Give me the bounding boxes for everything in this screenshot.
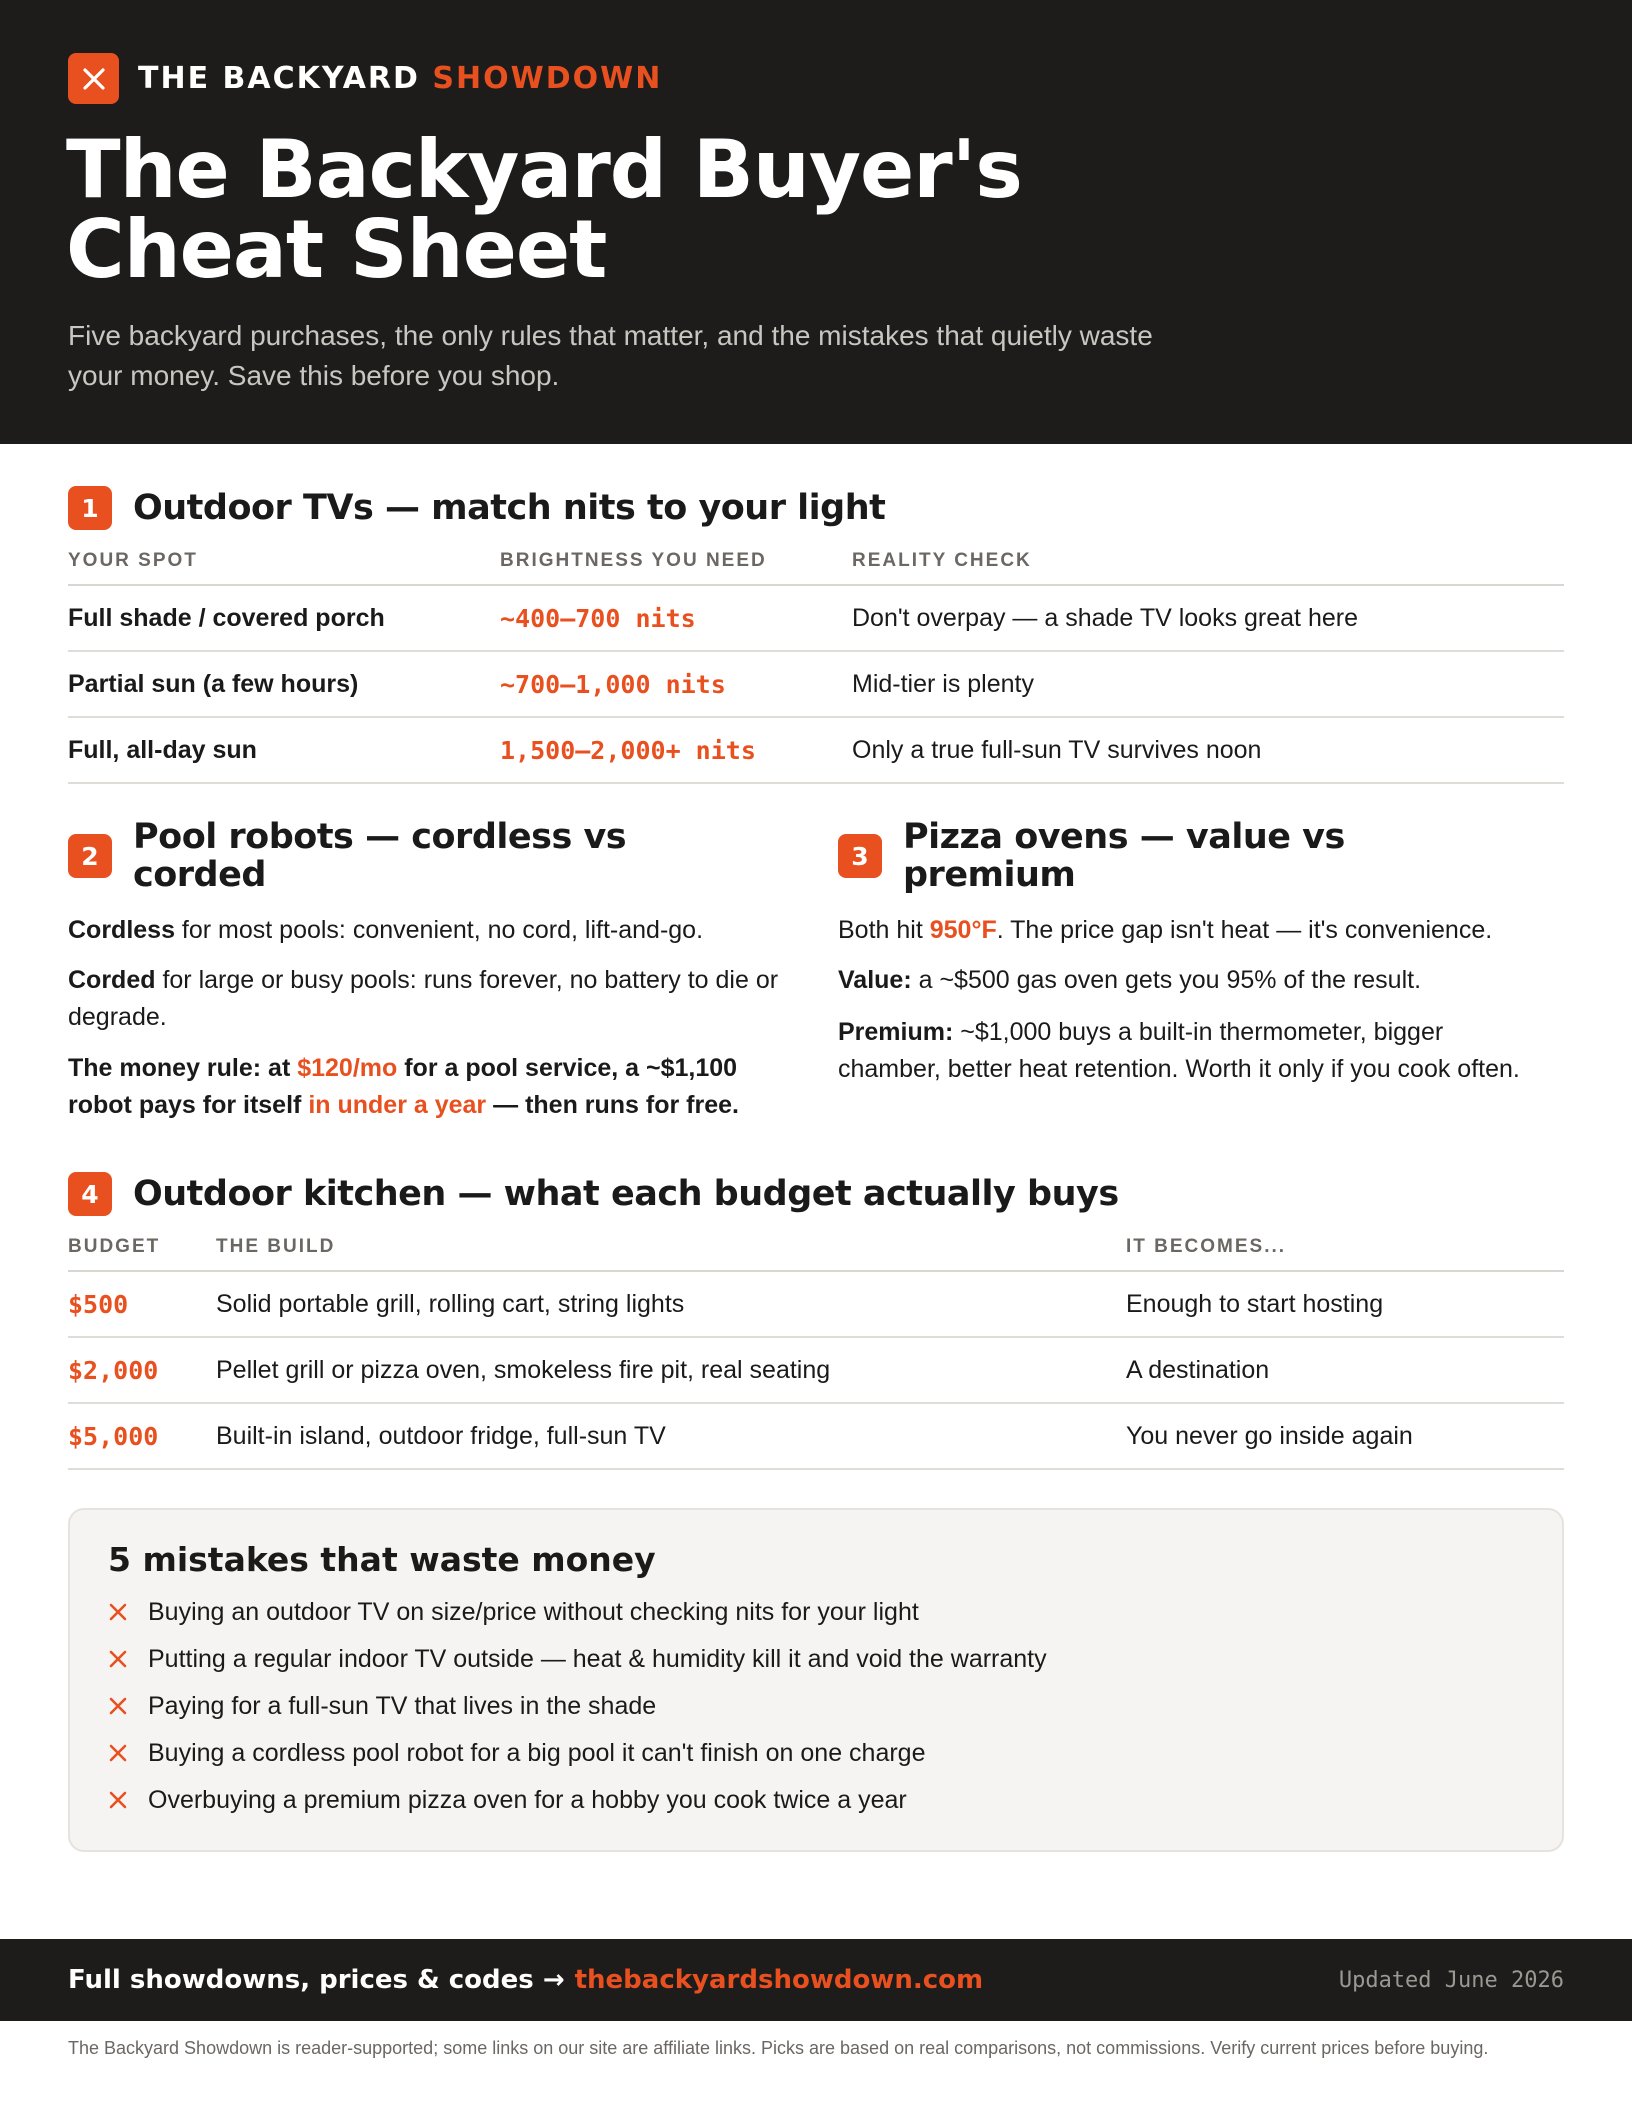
rule-text: for a pool service, a ~$1,100 robot pays for itself [68,1054,738,1119]
cell-becomes: A destination [1126,1355,1270,1384]
x-mark-icon [108,1696,128,1716]
pizza-heat-text [838,912,1568,949]
x-mark-icon [108,1649,128,1669]
cell-becomes: Enough to start hosting [1126,1289,1384,1318]
pool-corded-text [68,962,788,1036]
list-item [108,1639,1047,1679]
cell-spot: Partial sun (a few hours) [68,669,359,698]
pool-cordless-desc: for most pools: convenient, no cord, lift-and-go. [174,916,704,944]
pizza-text: . The price gap isn't heat — it's convenience. [996,916,1493,944]
section-title: Pool robots — cordless vs corded [133,817,627,895]
list-item [108,1592,919,1632]
section-title: Outdoor TVs — match nits to your light [133,488,886,528]
section-number: 3 [838,834,882,878]
x-mark-icon [108,1602,128,1622]
rule-text: — then runs for free. [486,1091,739,1119]
cell-check: Don't overpay — a shade TV looks great here [852,603,1358,632]
x-mark-icon [108,1790,128,1810]
page-subtitle: Five backyard purchases, the only rules that matter, and the mistakes that quietly waste your money. Save this before you shop. [68,320,1153,391]
section-number: 2 [68,834,112,878]
mistake-text: Paying for a full-sun TV that lives in the shade [148,1691,657,1720]
rule-highlight-price: $120/mo [297,1054,398,1082]
pizza-premium-label: Premium: [838,1018,954,1046]
cell-spot: Full, all-day sun [68,735,257,764]
mistake-text: Buying an outdoor TV on size/price without checking nits for your light [148,1597,919,1626]
pizza-value-desc: a ~$500 gas oven gets you 95% of the result. [911,966,1422,994]
brand-logo [68,53,119,104]
cell-budget: $5,000 [68,1421,159,1451]
pizza-premium-desc: ~$1,000 buys a built-in thermometer, bigger chamber, better heat retention. Worth it only if you cook often. [838,1018,1520,1083]
table-row [68,652,1564,718]
brand-name [138,61,662,96]
mistake-text: Overbuying a premium pizza oven for a hobby you cook twice a year [148,1785,907,1814]
cell-build: Built-in island, outdoor fridge, full-sun TV [216,1421,666,1450]
page-title-line2: Cheat Sheet [66,203,607,296]
cell-nits: 1,500–2,000+ nits [500,735,756,765]
page-title-line1: The Backyard Buyer's [66,123,1022,216]
header-banner [0,0,1632,444]
column-header-build: THE BUILD [216,1236,336,1257]
brand-name-part2: SHOWDOWN [432,61,663,96]
cell-spot: Full shade / covered porch [68,603,385,632]
mistake-text: Buying a cordless pool robot for a big pool it can't finish on one charge [148,1738,926,1767]
mistake-text: Putting a regular indoor TV outside — heat & humidity kill it and void the warranty [148,1644,1047,1673]
cell-build: Solid portable grill, rolling cart, string lights [216,1289,685,1318]
updated-date: Updated June 2026 [1338,1967,1564,1993]
close-x-icon [81,66,107,92]
list-item [108,1733,925,1773]
table-row [68,1404,1564,1470]
column-header-spot: YOUR SPOT [68,550,198,571]
pizza-value-label: Value: [838,966,912,994]
table-row [68,1272,1564,1338]
table-row [68,718,1564,784]
cell-build: Pellet grill or pizza oven, smokeless fire pit, real seating [216,1355,831,1384]
cell-becomes: You never go inside again [1126,1421,1413,1450]
cell-check: Only a true full-sun TV survives noon [852,735,1262,764]
x-mark-icon [108,1743,128,1763]
pool-cordless-text [68,912,788,949]
footer-bar [0,1939,1632,2021]
cell-budget: $2,000 [68,1355,159,1385]
list-item [108,1780,907,1820]
section-title: Pizza ovens — value vs premium [903,817,1345,895]
rule-highlight-time: in under a year [308,1091,487,1119]
pool-corded-label: Corded [68,966,156,994]
mistakes-title: 5 mistakes that waste money [108,1540,656,1579]
pool-money-rule [68,1050,788,1124]
column-header-budget: BUDGET [68,1236,161,1257]
table-row [68,1338,1564,1404]
pizza-text: Both hit [838,916,930,944]
footer-cta-text: Full showdowns, prices & codes → [68,1965,565,1995]
section-number: 1 [68,486,112,530]
affiliate-disclaimer: The Backyard Showdown is reader-supported; some links on our site are affiliate links. Picks are based on real comparisons, not commissions. Verify current prices before buying. [68,2038,1489,2058]
mistakes-panel [68,1508,1564,1852]
brand[interactable] [68,53,662,104]
column-header-becomes: IT BECOMES... [1126,1236,1287,1257]
table-row [68,586,1564,652]
section-kitchen-header [68,1172,1119,1216]
section-tvs-header [68,486,885,530]
pizza-temp-highlight: 950°F [929,916,997,944]
list-item [108,1686,656,1726]
footer-cta [68,1939,983,2021]
cell-check: Mid-tier is plenty [852,669,1034,698]
pool-cordless-label: Cordless [68,916,175,944]
pool-corded-desc: for large or busy pools: runs forever, no battery to die or degrade. [68,966,779,1031]
section-title: Outdoor kitchen — what each budget actually buys [133,1174,1119,1214]
brand-name-part1: THE BACKYARD [138,61,420,96]
cell-nits: ~400–700 nits [500,603,696,633]
page-title [66,123,1366,296]
pizza-premium-text [838,1014,1538,1088]
column-header-brightness: BRIGHTNESS YOU NEED [500,550,767,571]
section-pizza-header [838,818,1538,894]
site-link[interactable]: thebackyardshowdown.com [574,1965,984,1995]
cell-budget: $500 [68,1289,129,1319]
section-pool-header [68,818,768,894]
pizza-value-text [838,962,1558,999]
rule-text: The money rule: at [68,1054,298,1082]
column-header-reality: REALITY CHECK [852,550,1032,571]
cell-nits: ~700–1,000 nits [500,669,726,699]
section-number: 4 [68,1172,112,1216]
